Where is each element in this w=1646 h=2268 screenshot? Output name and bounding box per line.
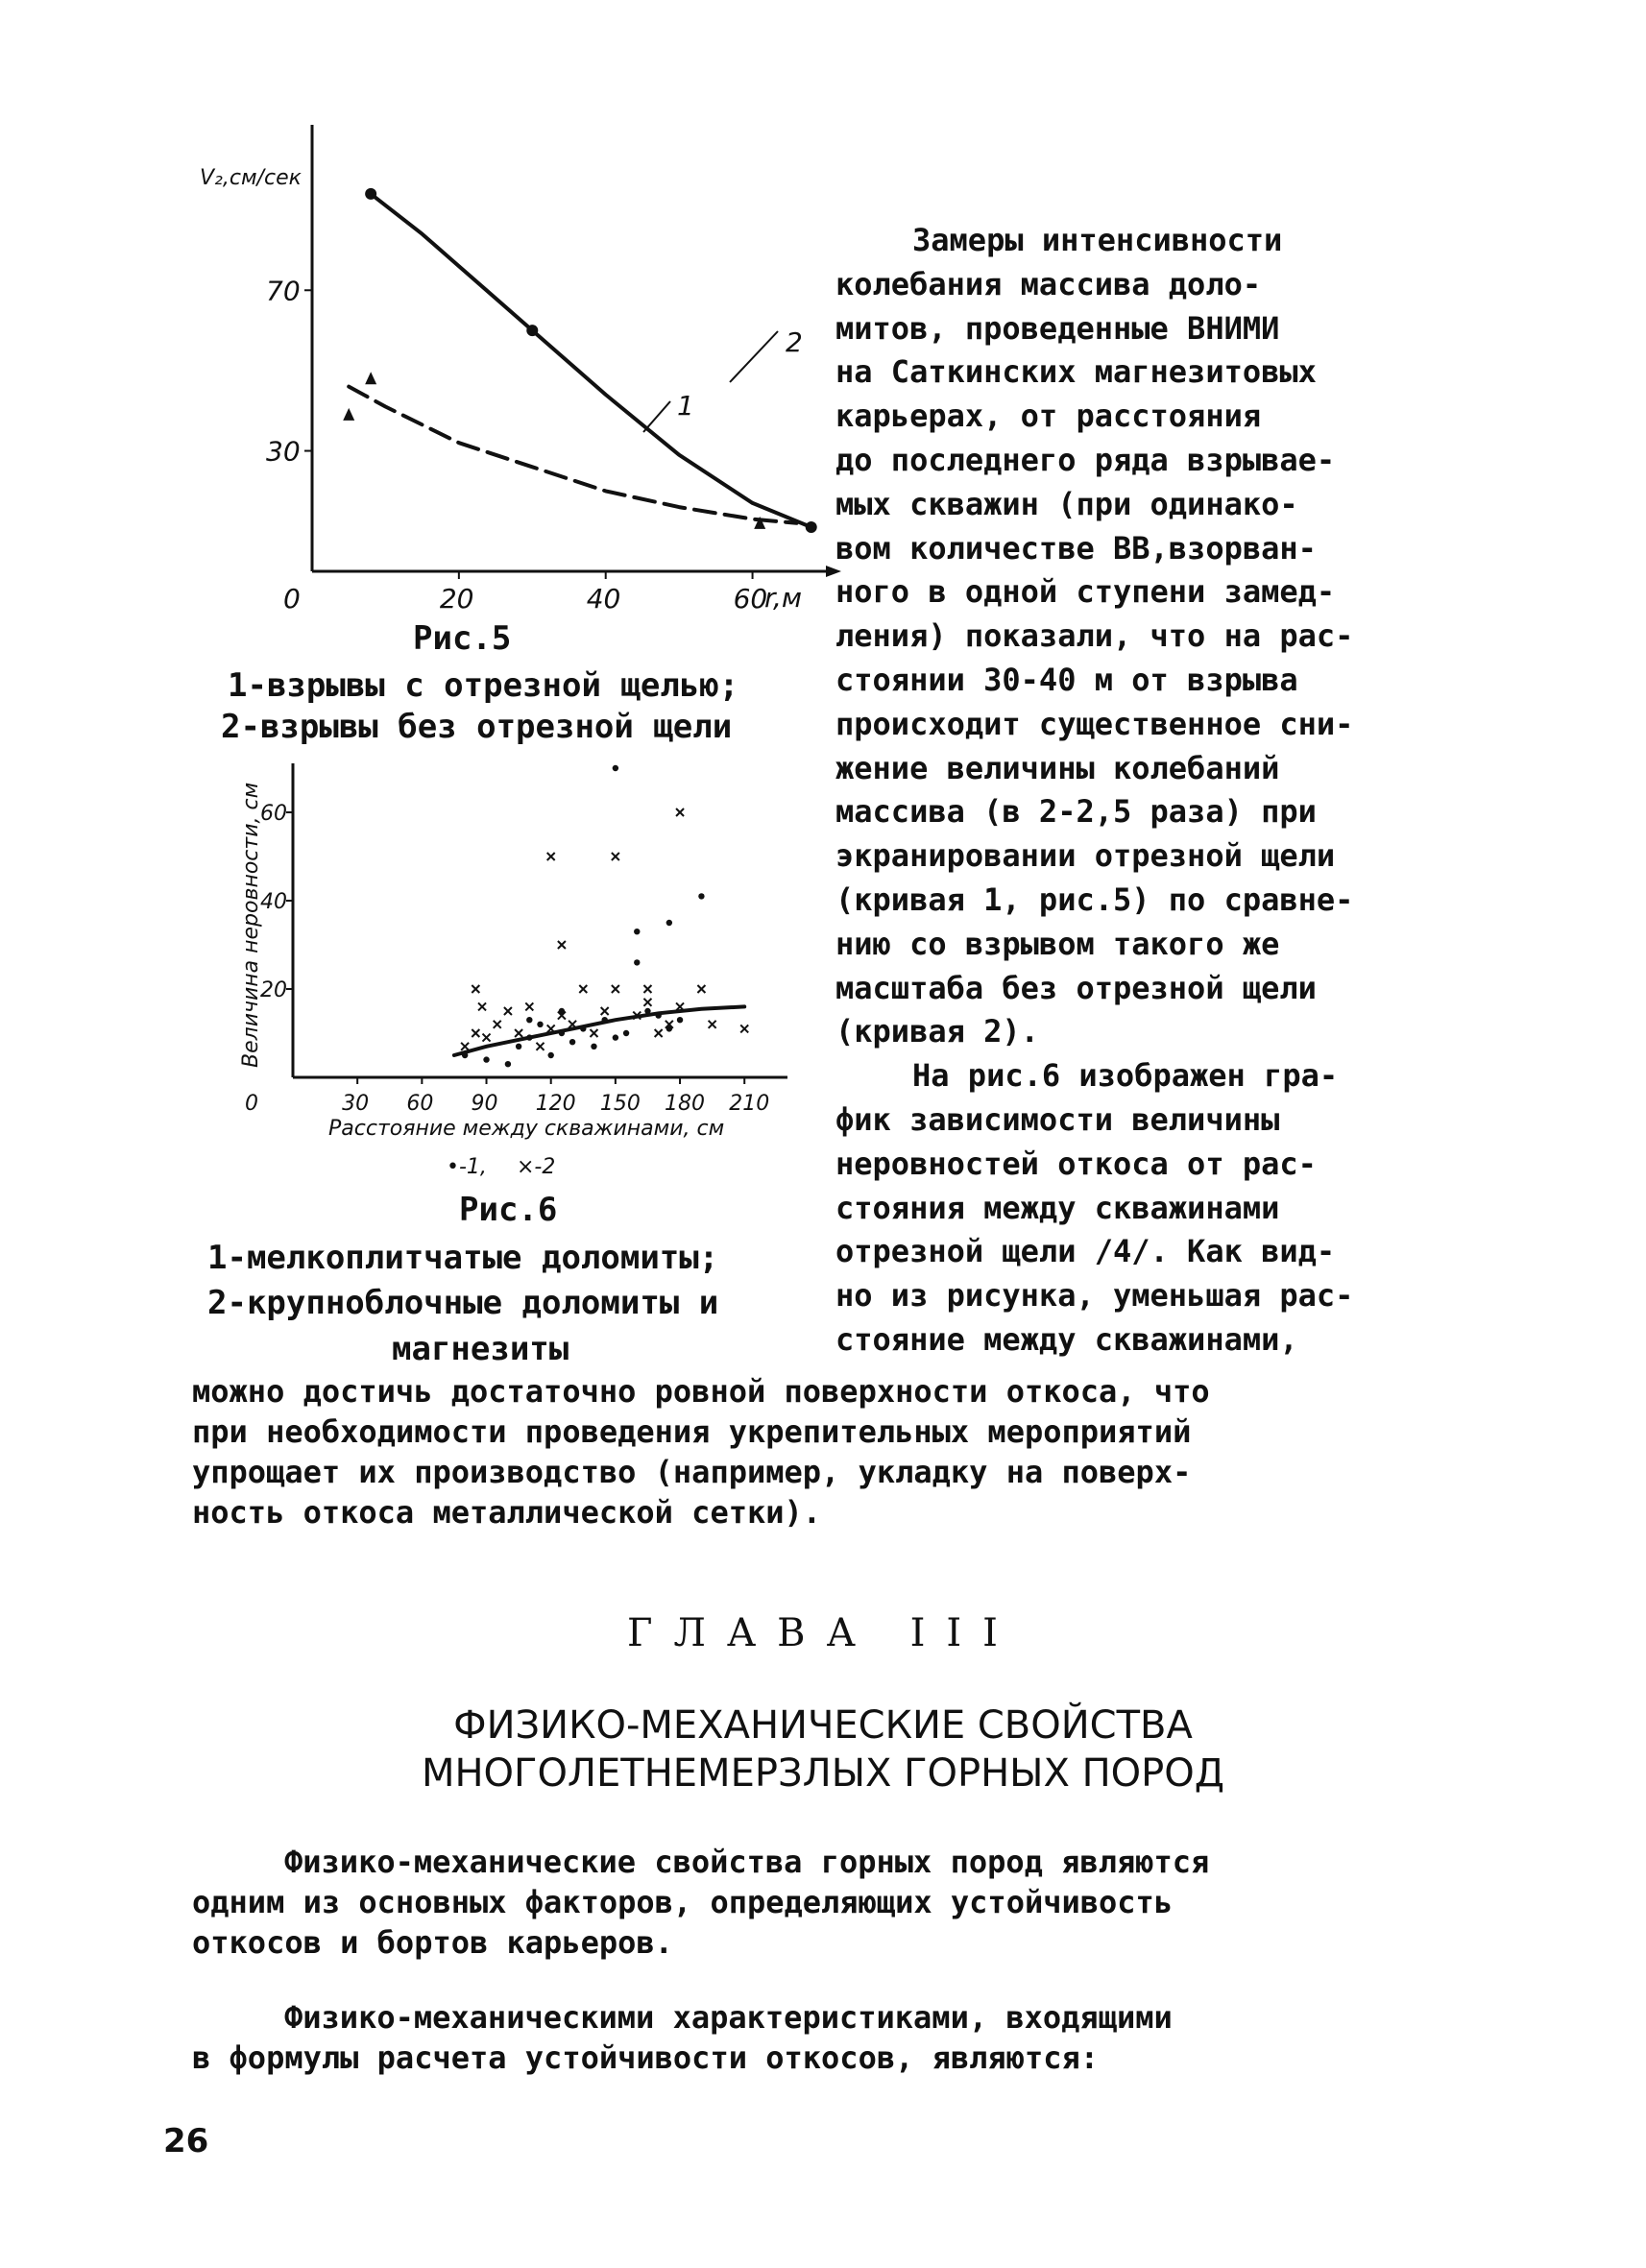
data-point-dot [601,1017,607,1023]
text-line: Физико-механические свойства горных пород являются [284,1844,1210,1880]
text-line: масштаба без отрезной щели [835,969,1317,1006]
data-point-dot [655,1012,661,1018]
text-line: стоянии 30-40 м от взрыва [835,661,1298,698]
text-line: в формулы расчета устойчивости откосов, являются: [192,2039,1100,2076]
data-point-cross [655,1029,663,1037]
data-point-dot [613,765,618,771]
text-line: одним из основных факторов, определяющих устойчивость [192,1884,1174,1920]
data-point-dot [483,1056,489,1062]
data-point-cross [547,853,555,860]
data-point-cross [461,1043,469,1050]
data-point-dot [698,893,704,899]
data-point-dot [559,1030,565,1036]
x-tick-label: 210 [729,1092,770,1116]
figure-5-legend-1: 1-взрывы с отрезной щелью; [228,666,739,705]
data-point-cross [525,1002,533,1010]
data-point-cross [643,999,651,1006]
figure-6-axes [245,763,787,1116]
figure-6-x-axis-label: Расстояние между скважинами, см [328,1117,725,1141]
text-line: карьерах, от расстояния [835,398,1262,435]
data-point-dot [547,1052,553,1058]
data-point-dot [644,1008,650,1014]
figure-5-series [343,188,817,533]
text-line: митов, проведенные ВНИМИ [835,309,1280,347]
paragraph-2 [192,1997,1173,2078]
data-point-dot [806,521,817,533]
x-tick-label: 40 [586,583,621,615]
data-point-dot [505,1061,511,1067]
figure-6-legend-1: 1-мелкоплитчатые доломиты; [207,1239,719,1277]
x-tick-label: 20 [439,583,474,615]
text-line: мых скважин (при одинако- [835,485,1298,522]
x-tick-label: 150 [599,1092,641,1116]
data-point-triangle [365,372,376,384]
text-line: массива (в 2-2,5 раза) при [835,793,1317,831]
data-point-cross [537,1043,545,1050]
data-point-dot [666,920,672,926]
data-point-cross [643,985,651,993]
x-tick-label: 0 [283,583,301,615]
data-point-cross [515,1029,522,1037]
data-point-dot [526,1034,532,1040]
figure-6-marker-legend-dot: •-1, [447,1155,487,1179]
data-point-dot [591,1044,596,1050]
data-point-cross [740,1025,748,1032]
text-line: упрощает их производство (например, укладку на поверх- [192,1454,1192,1490]
text-line: нию со взрывом такого же [835,925,1280,962]
data-point-dot [634,929,640,934]
text-line: МНОГОЛЕТНЕМЕРЗЛЫХ ГОРНЫХ ПОРОД [421,1751,1225,1796]
text-line: ления) показали, что на рас- [835,617,1354,655]
curve-1-leader [643,401,670,432]
text-line: ного в одной ступени замед- [835,573,1336,611]
text-line: Физико-механическими характеристиками, входящими [284,1999,1173,2036]
data-point-dot [613,1034,618,1040]
y-tick-label: 70 [266,275,301,307]
y-tick-label: 30 [266,435,301,468]
data-point-cross [558,941,566,949]
series-line-1 [349,387,796,523]
text-line: ФИЗИКО-МЕХАНИЧЕСКИЕ СВОЙСТВА [453,1703,1193,1748]
text-line: жение величины колебаний [835,749,1280,786]
text-line: Замеры интенсивности [912,222,1283,258]
x-tick-label: 30 [342,1092,370,1116]
y-tick-label: 40 [260,890,287,914]
figure-6-marker-legend-cross: ×-2 [517,1155,556,1179]
paragraph-1 [192,1842,1209,1963]
data-point-cross [472,1029,479,1037]
continuation-paragraph [192,1371,1210,1532]
x-tick-label: 90 [471,1092,498,1116]
data-point-cross [579,985,587,993]
data-point-dot [526,1017,532,1023]
data-point-dot [569,1039,575,1045]
x-tick-label: 180 [665,1092,706,1116]
data-point-cross [472,985,479,993]
x-tick-label: 0 [245,1092,258,1116]
series-line-2 [371,194,811,527]
chapter-title: ГЛАВА III [627,1611,1019,1655]
data-point-cross [697,985,705,993]
figure-6-legend-2: 2-крупноблочные доломиты и [207,1284,719,1322]
data-point-cross [494,1021,501,1028]
text-line: фик зависимости величины [835,1100,1280,1138]
text-line: колебания массива доло- [835,265,1262,302]
figure-5-x-axis-label: r,м [764,582,802,614]
data-point-cross [483,1034,491,1042]
text-line: ность откоса металлической сетки). [192,1494,822,1531]
data-point-dot [623,1030,629,1036]
data-point-dot [580,1025,586,1031]
data-point-cross [590,1029,597,1037]
trend-line [454,1006,744,1055]
figure-6-caption: Рис.6 [459,1191,558,1229]
text-line: отрезной щели /4/. Как вид- [835,1233,1336,1270]
text-line: но из рисунка, уменьшая рас- [835,1277,1354,1315]
text-line: неровностей откоса от рас- [835,1145,1317,1182]
data-point-dot [516,1044,521,1050]
text-line: (кривая 2). [835,1013,1039,1050]
figure-6-points [454,765,748,1068]
data-point-cross [612,985,619,993]
text-line: на Саткинских магнезитовых [835,353,1317,391]
text-line: На рис.6 изображен гра- [912,1057,1339,1095]
text-line: (кривая 1, рис.5) по сравне- [835,881,1354,918]
text-line: можно достичь достаточно ровной поверхности откоса, что [192,1373,1210,1410]
right-column-text [835,219,1623,1363]
data-point-dot [634,959,640,965]
page-number: 26 [163,2122,209,2160]
data-point-dot [537,1022,543,1027]
y-tick-label: 60 [260,802,287,826]
y-tick-label: 20 [260,978,287,1002]
data-point-cross [504,1007,512,1015]
text-line: происходит существенное сни- [835,705,1354,742]
figure-5-chart [192,115,845,634]
data-point-cross [676,808,684,816]
text-line: откосов и бортов карьеров. [192,1924,673,1961]
figure-5-curve-label-2: 2 [786,326,803,358]
text-line: вом количестве ВВ,взорван- [835,529,1317,567]
text-line: экранировании отрезной щели [835,837,1336,875]
x-tick-label: 60 [406,1092,434,1116]
figure-6-legend-3: магнезиты [392,1330,569,1368]
x-tick-label: 60 [733,583,768,615]
figure-6-y-axis-label: Величина неровности, см [239,782,263,1068]
data-point-cross [612,853,619,860]
text-line: стояния между скважинами [835,1189,1280,1226]
figure-5-curve-label-1: 1 [677,390,694,422]
text-line: стояние между скважинами, [835,1320,1298,1358]
data-point-dot [365,188,376,200]
x-tick-label: 120 [535,1092,576,1116]
data-point-cross [709,1021,716,1028]
data-point-dot [462,1052,468,1058]
figure-6-chart [211,749,835,1191]
text-line: до последнего ряда взрывае- [835,441,1336,478]
figure-5-y-axis-label: V₂,см/сек [200,166,302,190]
figure-5-legend-2: 2-взрывы без отрезной щели [221,708,733,746]
figure-5-axes [266,125,841,615]
curve-2-leader [730,331,778,382]
data-point-dot [677,1017,683,1023]
text-line: при необходимости проведения укрепительных мероприятий [192,1413,1192,1450]
figure-5-caption: Рис.5 [413,619,512,658]
data-point-cross [478,1002,486,1010]
chapter-heading [0,1701,1646,1798]
data-point-triangle [343,408,354,421]
data-point-dot [526,325,538,336]
data-point-cross [601,1007,609,1015]
